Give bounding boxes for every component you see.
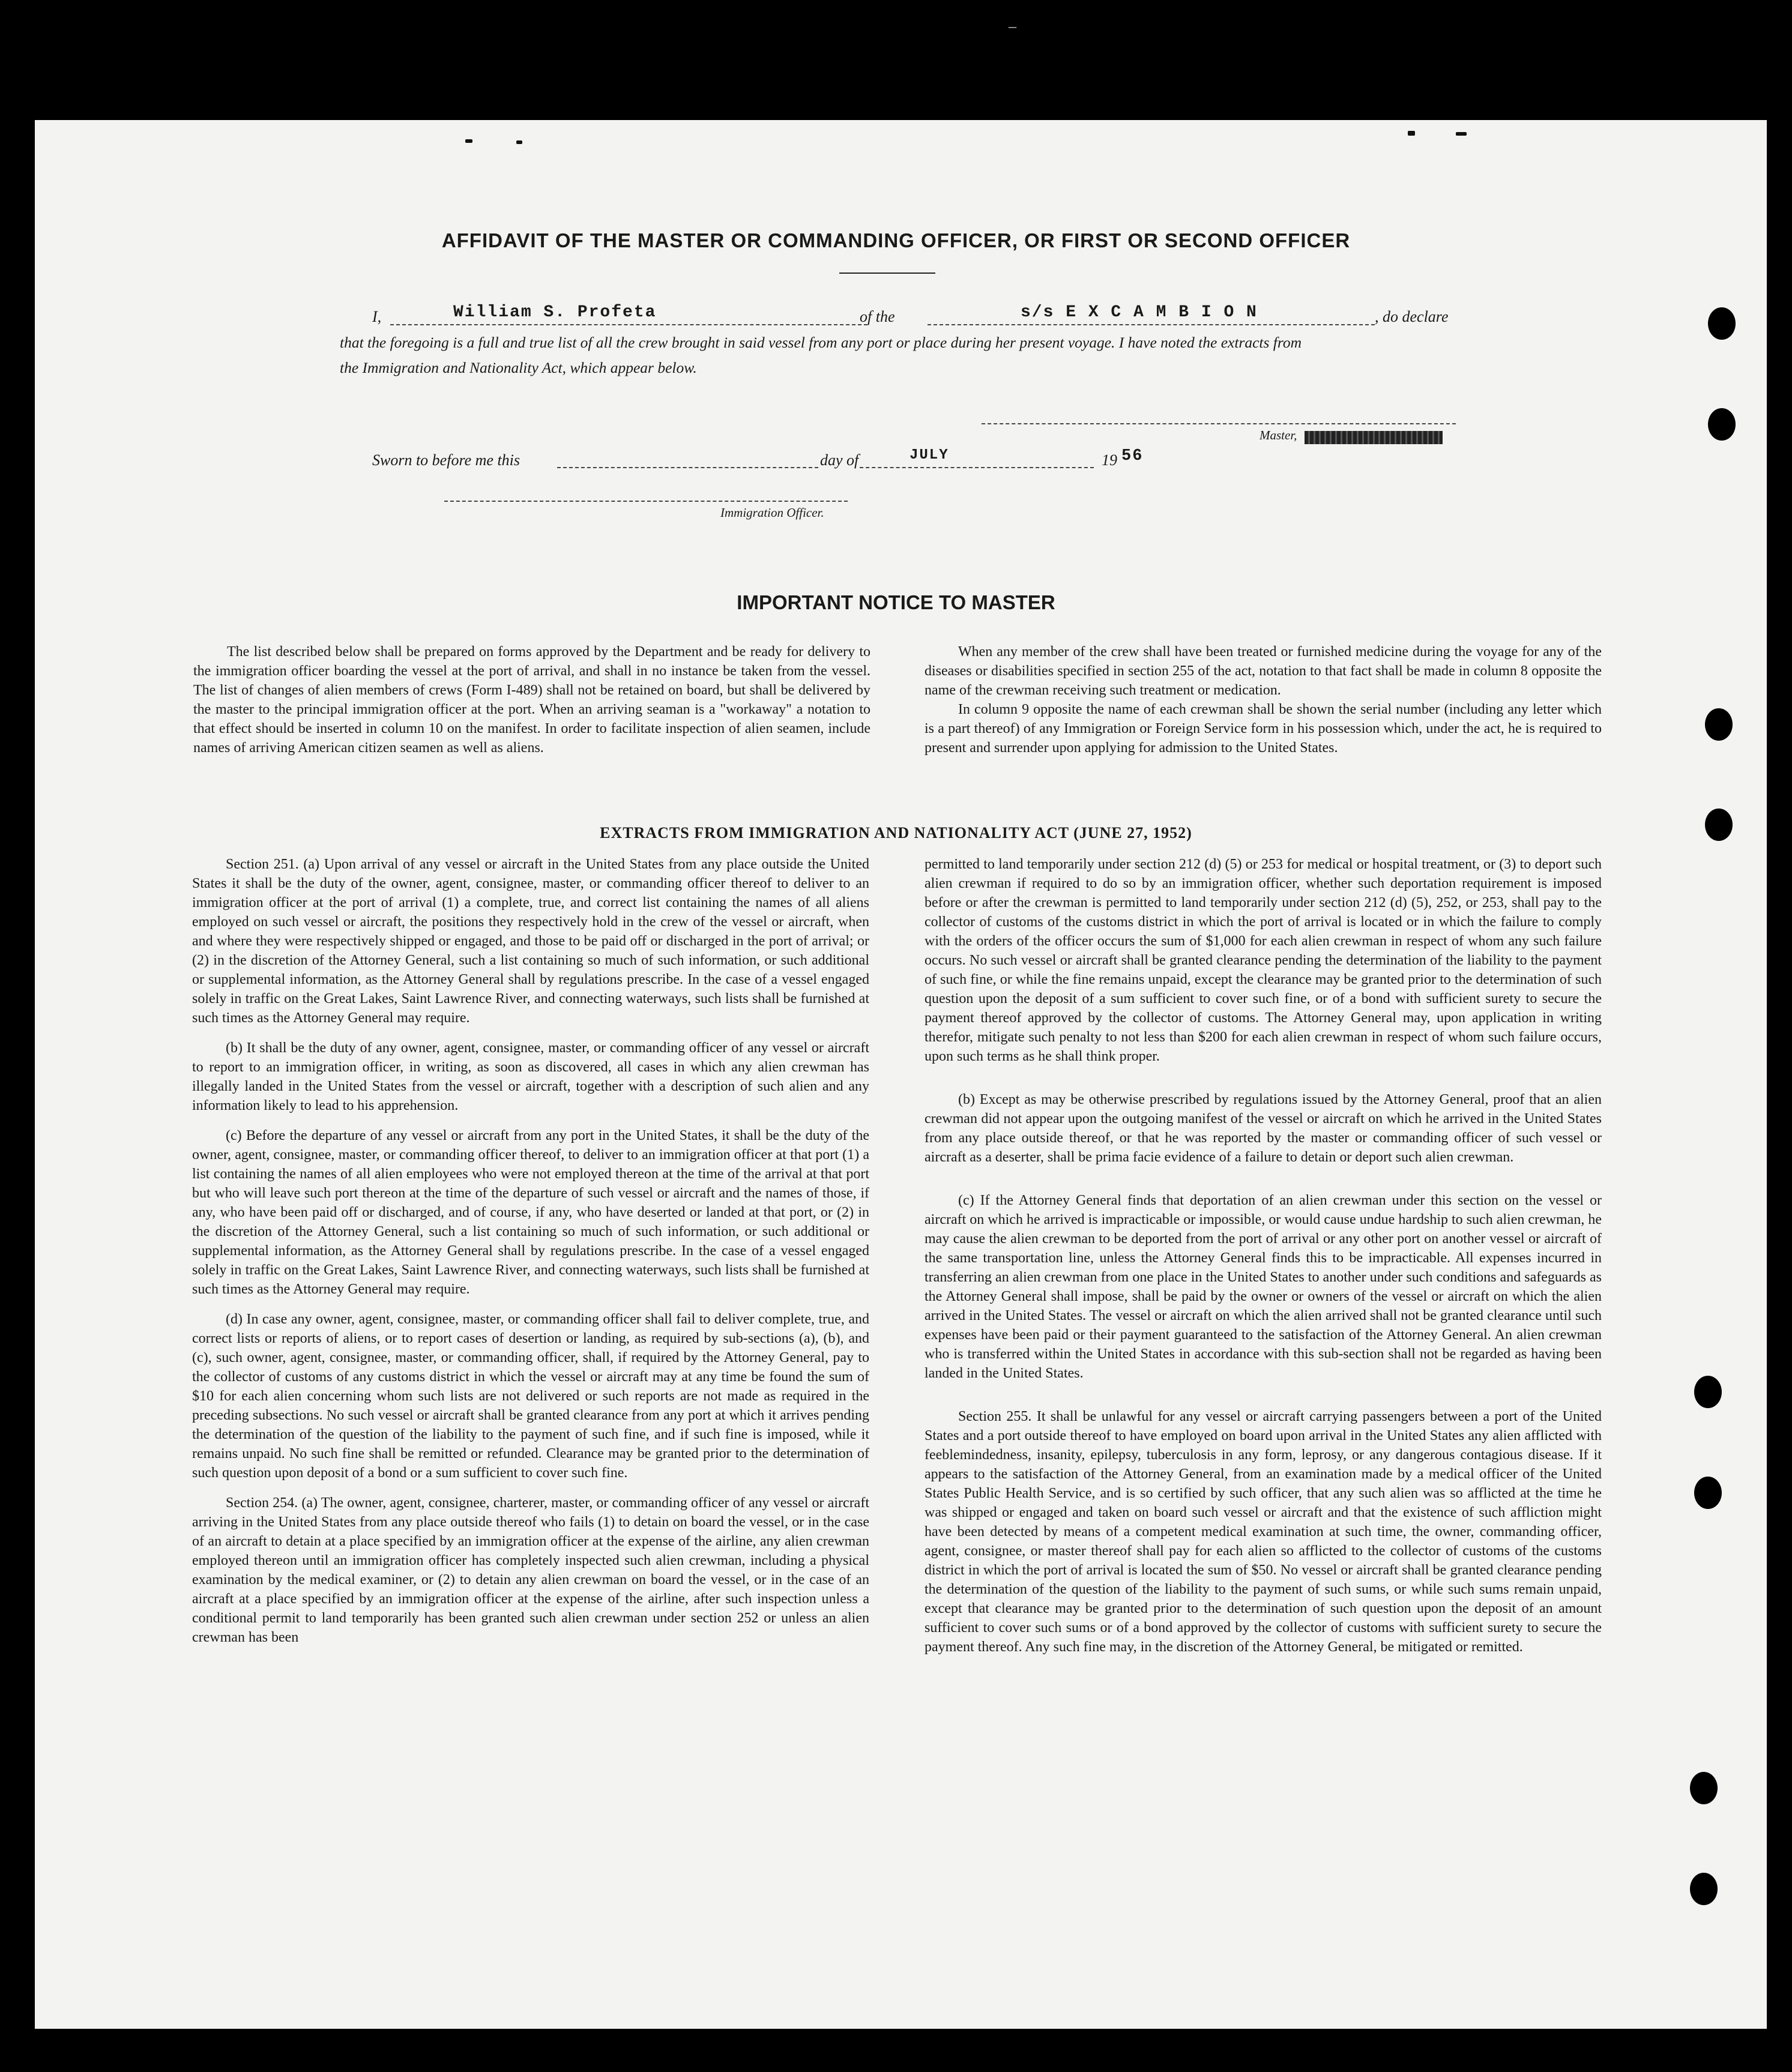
redacted-title bbox=[1305, 431, 1443, 444]
binder-hole bbox=[1708, 408, 1736, 441]
officer-label: Immigration Officer. bbox=[720, 505, 824, 520]
day-of-label: day of bbox=[820, 451, 859, 469]
do-declare-label: , do declare bbox=[1375, 308, 1449, 325]
master-label: Master, bbox=[1260, 428, 1297, 442]
scan-speck bbox=[516, 140, 522, 144]
affidavit-title: AFFIDAVIT OF THE MASTER OR COMMANDING OFFICER, OR FIRST OR SECOND OFFICER bbox=[441, 229, 1351, 251]
declaration-text: that the foregoing is a full and true list of all the crew brought in said vessel from any port or place during her present voyage. I have noted the extracts from bbox=[340, 334, 1302, 351]
top-mark: _ bbox=[1009, 12, 1016, 29]
notice-right bbox=[925, 642, 1602, 757]
binder-hole bbox=[1694, 1477, 1722, 1509]
vessel-name: s/s E X C A M B I O N bbox=[1021, 303, 1258, 322]
scan-speck bbox=[465, 139, 472, 143]
statute-paragraph: (b) Except as may be otherwise prescribed by regulations issued by the Attorney General, proof that an alien crewman did not appear upon the outgoing manifest of the vessel or aircraft on which he arrived in the United States from any place outside thereof, or that he was reported by the master or commanding officer of such vessel or aircraft as a deserter, shall be prima facie evidence of a failure to detain or deport such alien crewman. bbox=[925, 1092, 1602, 1165]
notice-paragraph: The list described below shall be prepared on forms approved by the Department and be ready for delivery to the immigration officer boarding the vessel at the port of arrival, and shall in no instance be taken from the vessel. The list of changes of alien members of crews (Form I-489) shall not be retained on board, but shall be delivered by the master to the principal immigration officer at the port. When an arriving seaman is a "workaway" a notation to that effect should be inserted in column 10 on the manifest. In order to facilitate inspection of alien seamen, include names of arriving American citizen seamen as well as aliens. bbox=[193, 644, 870, 756]
notice-left bbox=[193, 642, 870, 757]
name-line bbox=[390, 324, 867, 325]
binder-hole bbox=[1694, 1376, 1722, 1408]
statute-paragraph: (d) In case any owner, agent, consignee, master, or commanding officer shall fail to deliver complete, true, and correct lists or reports of aliens, or to report cases of desertion or landing, as required by sub-sections (a), (b), and (c), such owner, agent, consignee, master, or commanding officer, shall, if required by the Attorney General, pay to the collector of customs of any customs district in which the vessel or aircraft may at any time be found the sum of $10 for each alien concerning whom such lists are not delivered or such reports are not made as required in the preceding subsections. No such vessel or aircraft shall be granted clearance from any port at which it arrives pending the determination of the question of the liability to the payment of such fine, and if such fine is imposed, while it remains unpaid. No such fine shall be remitted or refunded. Clearance may be granted prior to the determination of such question upon deposit of a bond or a sum sufficient to cover such fine. bbox=[192, 1312, 869, 1481]
extracts-right bbox=[925, 855, 1602, 1657]
notice-title: IMPORTANT NOTICE TO MASTER bbox=[737, 591, 1055, 613]
master-signature-line bbox=[982, 423, 1456, 424]
i-label: I, bbox=[372, 308, 382, 325]
binder-hole bbox=[1708, 307, 1736, 340]
extracts-left bbox=[192, 855, 869, 1647]
statute-paragraph: (b) It shall be the duty of any owner, agent, consignee, master, or commanding officer of any vessel or aircraft to report to an immigration officer, in writing, as soon as discovered, all cases in which any alien crewman has illegally landed in the United States from the vessel or aircraft, together with a description of such alien and any information likely to lead to his apprehension. bbox=[192, 1040, 869, 1113]
sworn-label: Sworn to before me this bbox=[372, 451, 520, 469]
statute-paragraph: Section 254. (a) The owner, agent, consignee, charterer, master, or commanding officer of any vessel or aircraft arriving in the United States from any place outside thereof who fails (1) to detain on board the vessel, or in the case of an aircraft to detain at a place specified by an immigration officer at the expense of the airline, any alien crewman employed thereon until an immigration officer has completely inspected such alien crewman, including a physical examination by the medical examiner, or (2) to detain any alien crewman on board the vessel, or in the case of an aircraft at a place specified by an immigration officer at the expense of the airline, after such inspection unless a conditional permit to land temporarily has been granted such alien crewman under section 252 or unless an alien crewman has been bbox=[192, 1495, 869, 1645]
year-value: 56 bbox=[1121, 447, 1144, 465]
month-line bbox=[860, 467, 1094, 468]
statute-paragraph: (c) Before the departure of any vessel or aircraft from any port in the United States, it shall be the duty of the owner, agent, consignee, master, or commanding officer thereof, to deliver to an immigration officer at that port (1) a list containing the names of all alien employees who were not employed thereon at the time of the arrival at that port but who will leave such port thereon at the time of the departure of such vessel or aircraft and the names of those, if any, who have been paid off or discharged, and of course, if any, who have deserted or landed at that port, or (2) in the discretion of the Attorney General, such a list containing so much of such information, or such additional or supplemental information, as the Attorney General shall by regulations prescribe. In the case of a vessel engaged solely in traffic on the Great Lakes, Saint Lawrence River, and connecting waterways, such lists shall be furnished at such times as the Attorney General may require. bbox=[192, 1128, 869, 1297]
month-value: JULY bbox=[910, 447, 949, 463]
scan-speck bbox=[1456, 132, 1467, 136]
statute-paragraph: (c) If the Attorney General finds that deportation of an alien crewman under this section on the vessel or aircraft on which he arrived is impracticable or impossible, or would cause undue hardship to such alien crewman, he may cause the alien crewman to be deported from the port of arrival or any other port on another vessel or aircraft of the same transportation line, unless the Attorney General finds this to be impracticable. All expenses incurred in transferring an alien crewman from one place in the United States to another under such conditions and safeguards as the Attorney General shall impose, shall be paid by the owner or owners of the vessel or aircraft on which the alien arrived in the United States. The vessel or aircraft on which the alien arrived shall not be granted clearance until such expenses have been paid or their payment guaranteed to the satisfaction of the Attorney General. An alien crewman who is transferred within the United States in accordance with this sub-section shall not be regarded as having been landed in the United States. bbox=[925, 1193, 1602, 1381]
title-rule bbox=[839, 273, 935, 274]
of-the-label: of the bbox=[860, 308, 895, 325]
binder-hole bbox=[1690, 1772, 1718, 1804]
declaration-text: the Immigration and Nationality Act, which appear below. bbox=[340, 359, 697, 376]
year-prefix: 19 bbox=[1102, 451, 1117, 469]
notice-paragraph: When any member of the crew shall have been treated or furnished medicine during the voyage for any of the diseases or disabilities specified in section 255 of the act, notation to that fact shall be made in column 8 opposite the name of the crewman receiving such treatment or medication. bbox=[925, 644, 1602, 698]
statute-paragraph: Section 255. It shall be unlawful for any vessel or aircraft carrying passengers between a port of the United States and a port outside thereof to have employed on board upon arrival in the United States any alien afflicted with feeblemindedness, insanity, epilepsy, tuberculosis in any form, leprosy, or any dangerous contagious disease. If it appears to the satisfaction of the Attorney General, from an examination made by a medical officer of the United States Public Health Service, and is so certified by such officer, that any such alien was so afflicted at the time he was shipped or engaged and taken on board such vessel or aircraft and that the existence of such affliction might have been detected by means of a competent medical examination at such time, the owner, commanding officer, agent, consignee, or master thereof shall pay for each alien so afflicted to the collector of customs of the customs district in which the port of arrival is located the sum of $50. No vessel or aircraft shall be granted clearance pending the determination of the question of the liability to the payment of such sums, or while such sums remain unpaid, except that clearance may be granted prior to the determination of such question upon the deposit of an amount sufficient to cover such sums or of a bond approved by the collector of customs with sufficient surety to secure the payment thereof. Any such fine may, in the discretion of the Attorney General, be mitigated or remitted. bbox=[925, 1409, 1602, 1655]
binder-hole bbox=[1705, 708, 1733, 741]
officer-signature-line bbox=[444, 501, 848, 502]
statute-paragraph: Section 251. (a) Upon arrival of any vessel or aircraft in the United States from any place outside the United States it shall be the duty of the owner, agent, consignee, master, or commanding officer thereof to deliver to an immigration officer at the port of arrival (1) a complete, true, and correct list containing the names of all aliens employed on such vessel or aircraft, the positions they respectively hold in the crew of the vessel or aircraft, when and where they were respectively shipped or engaged, and those to be paid off or discharged in the port of arrival; or (2) in the discretion of the Attorney General, such a list containing so much of such information, or such additional or supplemental information, as the Attorney General shall by regulations prescribe. In the case of a vessel engaged solely in traffic on the Great Lakes, Saint Lawrence River, and connecting waterways, such lists shall be furnished at such times as the Attorney General may require. bbox=[192, 857, 869, 1026]
master-name: William S. Profeta bbox=[453, 303, 657, 322]
extracts-title: EXTRACTS FROM IMMIGRATION AND NATIONALITY ACT (JUNE 27, 1952) bbox=[600, 824, 1192, 842]
statute-paragraph: permitted to land temporarily under section 212 (d) (5) or 253 for medical or hospital treatment, or (3) to deport such alien crewman if required to do so by an immigration officer, whether such deportation requirement is imposed before or after the crewman is permitted to land temporarily under section 212 (d) (5), 252, or 253, shall pay to the collector of customs of the customs district in which the port of arrival is located or in which the failure to comply with the orders of the officer occurs the sum of $1,000 for each alien crewman in respect of whom any such failure occurs. No such vessel or aircraft shall be granted clearance pending the determination of the liability to the payment of such fine, or while the fine remains unpaid, except the clearance may be granted prior to the determination of such question upon the deposit of a sum sufficient to cover such fine, or of a bond with sufficient surety to secure the payment thereof approved by the collector of customs. The Attorney General may, upon application in writing therefor, mitigate such penalty to not less than $200 for each alien crewman in respect of whom such failure occurs, upon such terms as he shall think proper. bbox=[925, 857, 1602, 1064]
sworn-date-line bbox=[557, 467, 818, 468]
binder-hole bbox=[1690, 1873, 1718, 1905]
vessel-line bbox=[928, 324, 1375, 325]
notice-paragraph: In column 9 opposite the name of each crewman shall be shown the serial number (including any letter which is a part thereof) of any Immigration or Foreign Service form in his possession which, under the act, he is required to present and surrender upon applying for admission to the United States. bbox=[925, 702, 1602, 756]
scan-speck bbox=[1408, 131, 1415, 136]
